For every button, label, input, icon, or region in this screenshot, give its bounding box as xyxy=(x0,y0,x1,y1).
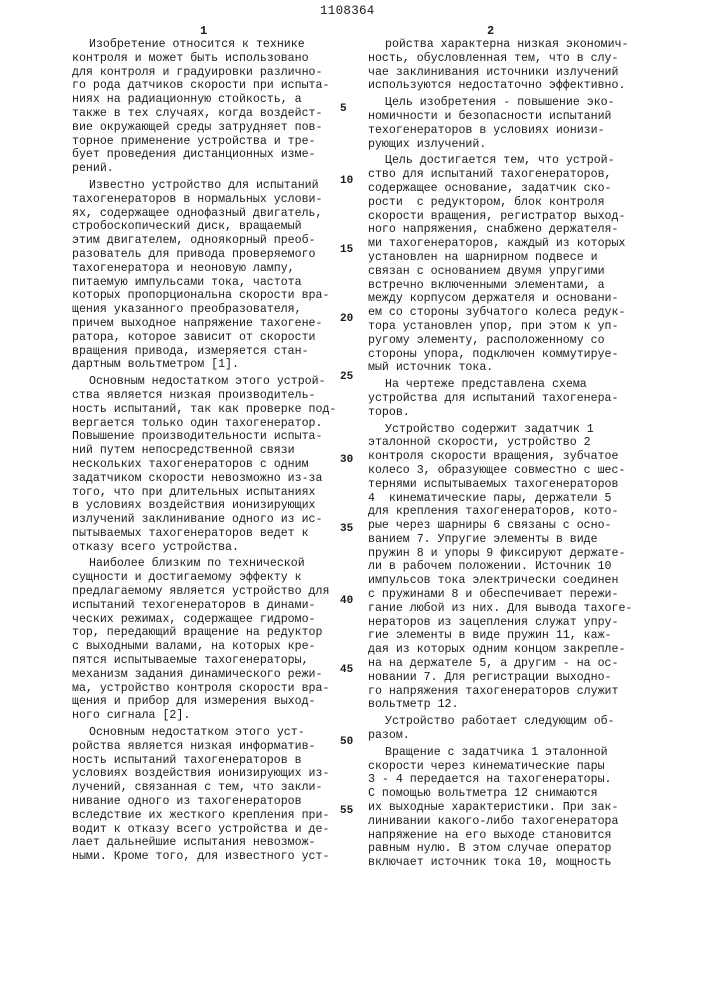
text-line xyxy=(72,262,362,276)
text-line xyxy=(368,66,658,80)
paragraph xyxy=(368,154,658,375)
text-line xyxy=(368,801,658,815)
line-text: того, что при длительных испытаниях xyxy=(72,486,316,499)
margin-line-number: 45 xyxy=(340,664,353,678)
right-text-column xyxy=(368,38,658,873)
text-line xyxy=(72,695,362,709)
text-line xyxy=(368,685,658,699)
text-line xyxy=(368,787,658,801)
text-line xyxy=(72,403,362,417)
text-line xyxy=(368,560,658,574)
line-text: пытываемых тахогенераторов ведет к xyxy=(72,527,309,540)
text-line xyxy=(368,602,658,616)
margin-line-number: 55 xyxy=(340,805,353,819)
line-text: причем выходное напряжение тахогене- xyxy=(72,317,322,330)
text-line xyxy=(368,237,658,251)
line-text: установлен на шарнирном подвесе и xyxy=(368,251,598,264)
line-text: нескольких тахогенераторов с одним xyxy=(72,458,309,471)
text-line xyxy=(72,709,362,723)
line-text: тахогенераторов в нормальных услови- xyxy=(72,193,322,206)
line-text: для контроля и градуировки различно- xyxy=(72,66,322,79)
text-line xyxy=(72,850,362,864)
line-text: ми тахогенераторов, каждый из которых xyxy=(368,237,625,250)
text-line xyxy=(72,527,362,541)
text-line xyxy=(368,406,658,420)
text-line xyxy=(368,182,658,196)
line-text: связан с основанием двумя упругими xyxy=(368,265,605,278)
text-line xyxy=(72,389,362,403)
text-line xyxy=(368,671,658,685)
text-line xyxy=(368,746,658,760)
text-line xyxy=(72,276,362,290)
paragraph xyxy=(368,715,658,743)
text-line xyxy=(72,541,362,555)
line-text: пружин 8 и упоры 9 фиксируют держате- xyxy=(368,547,625,560)
line-text: вследствие их жесткого крепления при- xyxy=(72,809,329,822)
text-line xyxy=(72,303,362,317)
line-text: рые через шарниры 6 связаны с осно- xyxy=(368,519,612,532)
text-line xyxy=(368,842,658,856)
line-text: ройства является низкая информатив- xyxy=(72,740,316,753)
line-text: го рода датчиков скорости при испыта- xyxy=(72,79,329,92)
text-line xyxy=(72,248,362,262)
line-text: встречно включенными элементами, а xyxy=(368,279,605,292)
text-line xyxy=(368,698,658,712)
line-text: лает дальнейшие испытания невозмож- xyxy=(72,836,316,849)
text-line xyxy=(368,464,658,478)
text-line xyxy=(72,430,362,444)
line-text: питаемую импульсами тока, частота xyxy=(72,276,302,289)
text-line xyxy=(368,815,658,829)
text-line xyxy=(368,629,658,643)
text-line xyxy=(72,135,362,149)
line-text: контроля скорости вращения, зубчатое xyxy=(368,450,618,463)
line-text: также в тех случаях, когда воздейст- xyxy=(72,107,322,120)
line-text: задатчиком скорости невозможно из-за xyxy=(72,472,322,485)
line-text: Вращение с задатчика 1 эталонной xyxy=(385,746,608,759)
text-line xyxy=(72,740,362,754)
line-text: гание любой из них. Для вывода тахоге- xyxy=(368,602,632,615)
line-text: тернями испытываемых тахогенераторов xyxy=(368,478,618,491)
line-text: испытаний техогенераторов в динами- xyxy=(72,599,316,612)
text-line xyxy=(368,38,658,52)
line-text: ванием 7. Упругие элементы в виде xyxy=(368,533,598,546)
text-line xyxy=(72,571,362,585)
text-line xyxy=(72,121,362,135)
text-line xyxy=(72,486,362,500)
left-text-column xyxy=(72,38,362,867)
line-text: их выходные характеристики. При зак- xyxy=(368,801,618,814)
line-text: с выходными валами, на которых кре- xyxy=(72,640,316,653)
line-text: Устройство работает следующим об- xyxy=(385,715,615,728)
text-line xyxy=(368,760,658,774)
text-line xyxy=(72,79,362,93)
patent-number: 1108364 xyxy=(320,4,375,18)
line-text: скорости через кинематические пары xyxy=(368,760,605,773)
line-text: лучений, связанная с тем, что закли- xyxy=(72,781,322,794)
text-line xyxy=(368,505,658,519)
text-line xyxy=(368,292,658,306)
text-line xyxy=(72,668,362,682)
margin-line-number: 20 xyxy=(340,313,353,327)
text-line xyxy=(368,574,658,588)
text-line xyxy=(368,210,658,224)
line-text: импульсов тока электрически соединен xyxy=(368,574,618,587)
text-line xyxy=(368,492,658,506)
line-text: дартным вольтметром [1]. xyxy=(72,358,239,371)
text-line xyxy=(72,458,362,472)
line-text: ство для испытаний тахогенераторов, xyxy=(368,168,612,181)
text-line xyxy=(368,196,658,210)
margin-line-number: 25 xyxy=(340,371,353,385)
text-line xyxy=(368,715,658,729)
paragraph xyxy=(368,378,658,419)
line-text: равным нулю. В этом случае оператор xyxy=(368,842,612,855)
line-text: го напряжения тахогенераторов служит xyxy=(368,685,618,698)
line-text: механизм задания динамического режи- xyxy=(72,668,322,681)
line-text: излучений заклинивание одного из ис- xyxy=(72,513,322,526)
text-line xyxy=(72,162,362,176)
text-line xyxy=(368,547,658,561)
margin-line-number: 10 xyxy=(340,175,353,189)
line-text: Наиболее близким по технической xyxy=(89,557,305,570)
text-line xyxy=(368,436,658,450)
text-line xyxy=(72,38,362,52)
line-text: Основным недостатком этого устрой- xyxy=(89,375,326,388)
text-line xyxy=(72,317,362,331)
text-line xyxy=(368,729,658,743)
line-text: ях, содержащее однофазный двигатель, xyxy=(72,207,322,220)
text-line xyxy=(368,533,658,547)
line-text: вращения привода, измеряется стан- xyxy=(72,345,309,358)
line-text: нивание одного из тахогенераторов xyxy=(72,795,302,808)
line-text: Известно устройство для испытаний xyxy=(89,179,319,192)
line-text: вергается только один тахогенератор. xyxy=(72,417,322,430)
line-text: вольтметр 12. xyxy=(368,698,458,711)
text-line xyxy=(72,754,362,768)
line-text: эталонной скорости, устройство 2 xyxy=(368,436,591,449)
line-text: номичности и безопасности испытаний xyxy=(368,110,612,123)
text-line xyxy=(72,375,362,389)
text-line xyxy=(368,478,658,492)
line-text: стробоскопический диск, вращаемый xyxy=(72,220,302,233)
line-text: на на держателе 5, а другим - на ос- xyxy=(368,657,618,670)
margin-line-number: 5 xyxy=(340,103,347,117)
text-line xyxy=(72,640,362,654)
text-line xyxy=(368,154,658,168)
column-number-right: 2 xyxy=(487,24,494,38)
text-line xyxy=(72,585,362,599)
line-text: контроля и может быть использовано xyxy=(72,52,309,65)
line-text: Основным недостатком этого уст- xyxy=(89,726,305,739)
line-text: 3 - 4 передается на тахогенераторы. xyxy=(368,773,612,786)
text-line xyxy=(72,626,362,640)
text-line xyxy=(72,289,362,303)
line-text: рений. xyxy=(72,162,114,175)
line-text: содержащее основание, задатчик ско- xyxy=(368,182,612,195)
line-text: пятся испытываемые тахогенераторы, xyxy=(72,654,309,667)
text-line xyxy=(368,306,658,320)
text-line xyxy=(72,654,362,668)
line-text: рости с редуктором, блок контроля xyxy=(368,196,605,209)
line-text: рующих излучений. xyxy=(368,138,486,151)
line-text: гие элементы в виде пружин 11, каж- xyxy=(368,629,612,642)
line-text: в условиях воздействия ионизирующих xyxy=(72,499,316,512)
text-line xyxy=(72,148,362,162)
column-number-left: 1 xyxy=(200,24,207,38)
text-line xyxy=(368,348,658,362)
text-line xyxy=(368,378,658,392)
line-text: дая из которых одним концом закрепле- xyxy=(368,643,625,656)
line-text: На чертеже представлена схема xyxy=(385,378,587,391)
paragraph xyxy=(72,557,362,723)
line-text: колесо 3, образующее совместно с шес- xyxy=(368,464,625,477)
line-text: стороны упора, подключен коммутируе- xyxy=(368,348,618,361)
text-line xyxy=(72,207,362,221)
line-text: ем со стороны зубчатого колеса редук- xyxy=(368,306,625,319)
text-line xyxy=(72,345,362,359)
text-line xyxy=(72,836,362,850)
line-text: бует проведения дистанционных изме- xyxy=(72,148,316,161)
text-line xyxy=(72,513,362,527)
text-line xyxy=(72,682,362,696)
line-text: условиях воздействия ионизирующих из- xyxy=(72,767,329,780)
text-line xyxy=(72,234,362,248)
line-text: тор, передающий вращение на редуктор xyxy=(72,626,322,639)
text-line xyxy=(72,499,362,513)
text-line xyxy=(368,643,658,657)
text-line xyxy=(368,279,658,293)
text-line xyxy=(72,472,362,486)
line-text: новании 7. Для регистрации выходно- xyxy=(368,671,612,684)
text-line xyxy=(368,124,658,138)
line-text: которых пропорциональна скорости вра- xyxy=(72,289,329,302)
line-text: ма, устройство контроля скорости вра- xyxy=(72,682,329,695)
text-line xyxy=(368,856,658,870)
line-text: разователь для привода проверяемого xyxy=(72,248,316,261)
text-line xyxy=(72,220,362,234)
text-line xyxy=(368,423,658,437)
paragraph xyxy=(368,423,658,713)
text-line xyxy=(368,773,658,787)
text-line xyxy=(72,823,362,837)
line-text: разом. xyxy=(368,729,410,742)
line-text: ройства характерна низкая экономич- xyxy=(385,38,629,51)
line-text: ратора, которое зависит от скорости xyxy=(72,331,316,344)
text-line xyxy=(72,358,362,372)
line-text: ли в рабочем положении. Источник 10 xyxy=(368,560,612,573)
text-line xyxy=(72,767,362,781)
margin-line-number: 40 xyxy=(340,595,353,609)
line-text: техогенераторов в условиях ионизи- xyxy=(368,124,605,137)
line-text: 4 кинематические пары, держатели 5 xyxy=(368,492,612,505)
line-text: отказу всего устройства. xyxy=(72,541,239,554)
line-text: тора установлен упор, при этом к уп- xyxy=(368,320,618,333)
line-text: тахогенератора и неоновую лампу, xyxy=(72,262,295,275)
text-line xyxy=(72,613,362,627)
line-text: Цель достигается тем, что устрой- xyxy=(385,154,615,167)
line-text: ными. Кроме того, для известного уст- xyxy=(72,850,329,863)
text-line xyxy=(368,616,658,630)
text-line xyxy=(368,588,658,602)
line-text: напряжение на его выходе становится xyxy=(368,829,612,842)
text-line xyxy=(72,52,362,66)
text-line xyxy=(368,223,658,237)
text-line xyxy=(368,265,658,279)
line-text: предлагаемому является устройство для xyxy=(72,585,329,598)
line-text: с пружинами 8 и обеспечивает пережи- xyxy=(368,588,618,601)
text-line xyxy=(368,519,658,533)
line-text: этим двигателем, одноякорный преоб- xyxy=(72,234,316,247)
line-text: ного сигнала [2]. xyxy=(72,709,190,722)
text-line xyxy=(72,599,362,613)
text-line xyxy=(368,110,658,124)
text-line xyxy=(72,331,362,345)
text-line xyxy=(368,450,658,464)
line-text: ний путем непосредственной связи xyxy=(72,444,295,457)
paragraph xyxy=(72,179,362,372)
text-line xyxy=(368,52,658,66)
paragraph xyxy=(368,96,658,151)
text-line xyxy=(368,392,658,406)
text-line xyxy=(368,138,658,152)
text-line xyxy=(72,781,362,795)
text-line xyxy=(368,79,658,93)
line-text: ства является низкая производитель- xyxy=(72,389,316,402)
paragraph xyxy=(368,38,658,93)
line-text: между корпусом держателя и основани- xyxy=(368,292,618,305)
line-text: Изобретение относится к технике xyxy=(89,38,305,51)
text-line xyxy=(368,320,658,334)
line-text: торное применение устройства и тре- xyxy=(72,135,316,148)
line-text: линивании какого-либо тахогенератора xyxy=(368,815,618,828)
line-text: сущности и достигаемому эффекту к xyxy=(72,571,302,584)
line-text: С помощью вольтметра 12 снимаются xyxy=(368,787,598,800)
line-text: вие окружающей среды затрудняет пов- xyxy=(72,121,322,134)
text-line xyxy=(72,66,362,80)
paragraph xyxy=(368,746,658,870)
line-text: водит к отказу всего устройства и де- xyxy=(72,823,329,836)
text-line xyxy=(72,795,362,809)
text-line xyxy=(72,726,362,740)
text-line xyxy=(72,417,362,431)
text-line xyxy=(368,361,658,375)
margin-line-number: 30 xyxy=(340,454,353,468)
line-text: включает источник тока 10, мощность xyxy=(368,856,612,869)
line-text: скорости вращения, регистратор выход- xyxy=(368,210,625,223)
text-line xyxy=(368,168,658,182)
text-line xyxy=(72,107,362,121)
text-line xyxy=(72,444,362,458)
line-text: Устройство содержит задатчик 1 xyxy=(385,423,594,436)
line-text: Повышение производительности испыта- xyxy=(72,430,322,443)
line-text: мый источник тока. xyxy=(368,361,493,374)
line-text: Цель изобретения - повышение эко- xyxy=(385,96,615,109)
line-text: щения и прибор для измерения выход- xyxy=(72,695,316,708)
text-line xyxy=(72,179,362,193)
paragraph xyxy=(72,38,362,176)
text-line xyxy=(368,657,658,671)
line-text: ность испытаний, так как проверке под- xyxy=(72,403,336,416)
line-text: ческих режимах, содержащее гидромо- xyxy=(72,613,316,626)
line-text: ругому элементу, расположенному со xyxy=(368,334,605,347)
line-text: ного напряжения, снабжено держателя- xyxy=(368,223,618,236)
line-text: ниях на радиационную стойкость, а xyxy=(72,93,302,106)
margin-line-number: 35 xyxy=(340,523,353,537)
text-line xyxy=(368,334,658,348)
text-line xyxy=(72,809,362,823)
text-line xyxy=(368,829,658,843)
line-text: ность, обусловленная тем, что в слу- xyxy=(368,52,618,65)
line-text: торов. xyxy=(368,406,410,419)
text-line xyxy=(368,96,658,110)
text-line xyxy=(368,251,658,265)
text-line xyxy=(72,93,362,107)
line-text: щения указанного преобразователя, xyxy=(72,303,302,316)
margin-line-number: 15 xyxy=(340,244,353,258)
margin-line-number: 50 xyxy=(340,736,353,750)
line-text: для крепления тахогенераторов, кото- xyxy=(368,505,618,518)
paragraph xyxy=(72,726,362,864)
line-text: ность испытаний тахогенераторов в xyxy=(72,754,302,767)
line-text: нераторов из зацепления служат упру- xyxy=(368,616,618,629)
text-line xyxy=(72,557,362,571)
line-text: используются недостаточно эффективно. xyxy=(368,79,625,92)
paragraph xyxy=(72,375,362,554)
line-text: чае заклинивания источники излучений xyxy=(368,66,618,79)
line-text: устройства для испытаний тахогенера- xyxy=(368,392,618,405)
text-line xyxy=(72,193,362,207)
